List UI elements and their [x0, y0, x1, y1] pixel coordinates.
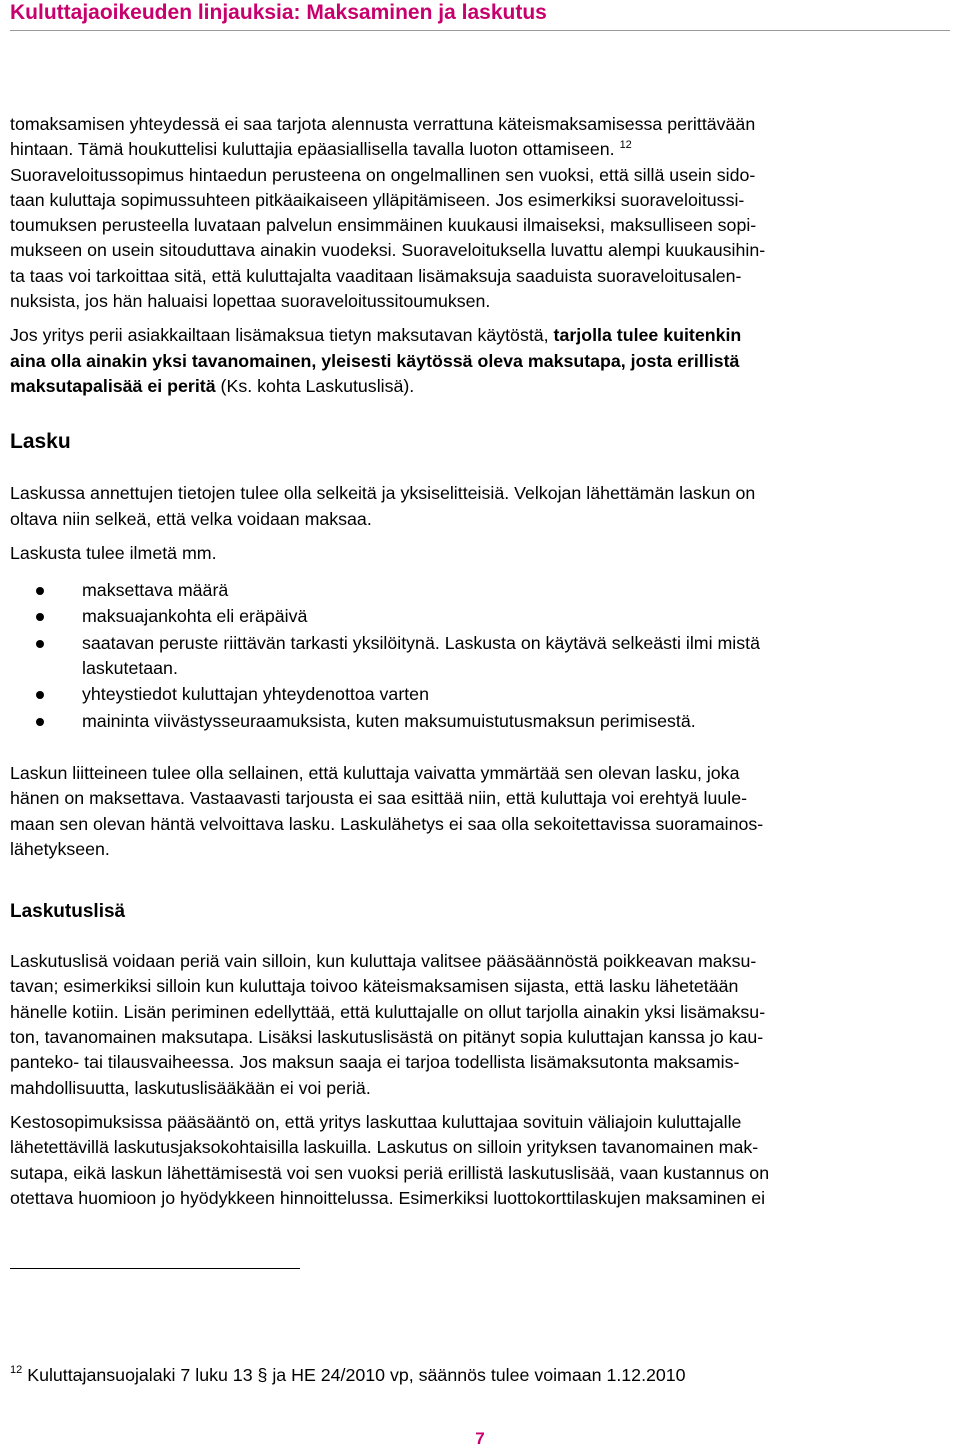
bullet-icon [36, 718, 44, 726]
footnote-separator [10, 1268, 300, 1269]
section-heading-laskutuslisa: Laskutuslisä [10, 901, 126, 923]
list-item: saatavan peruste riittävän tarkasti yksilöitynä. Laskusta on käytävä selkeästi ilmi mistä laskutetaan. [10, 631, 950, 682]
list-item: maininta viivästysseuraamuksista, kuten maksumuistutusmaksun perimisestä. [10, 709, 950, 734]
text-line: ton, tavanomainen maksutapa. Lisäksi laskutuslisästä on pitänyt sopia kuluttajan kanssa jo kau- [10, 1027, 764, 1048]
bullet-icon [36, 640, 44, 648]
text-line: mahdollisuutta, laskutuslisääkään ei voi periä. [10, 1077, 371, 1098]
bullet-icon [36, 587, 44, 595]
text-line: panteko- tai tilausvaiheessa. Jos maksun saaja ei tarjoa todellista lisämaksutonta maksamis- [10, 1052, 740, 1073]
text-line: nuksista, jos hän haluaisi lopettaa suoraveloitussitoumuksen. [10, 291, 491, 312]
list-item: yhteystiedot kuluttajan yhteydenottoa varten [10, 682, 950, 707]
text-line: Laskun liitteineen tulee olla sellainen, että kuluttaja vaivatta ymmärtää sen olevan lasku, joka [10, 762, 740, 783]
text-line: toumuksen perusteella luvataan palvelun ensimmäinen kuukausi ilmaiseksi, maksulliseen sopi- [10, 215, 757, 236]
bullet-icon [36, 691, 44, 699]
list-intro: Laskusta tulee ilmetä mm. [10, 542, 217, 563]
text-line: hänelle kotiin. Lisän periminen edellyttää, että kuluttajalle on ollut tarjolla ainakin yksi lisämaksu- [10, 1001, 766, 1022]
text-line: Laskutuslisä voidaan periä vain silloin, kun kuluttaja valitsee pääsäännöstä poikkeavan maksu- [10, 951, 757, 972]
footnote [10, 1363, 686, 1387]
text-line: Kestosopimuksissa pääsääntö on, että yritys laskuttaa kuluttajaa sovituin väliajoin kuluttajalle [10, 1111, 742, 1132]
text-line: tomaksamisen yhteydessä ei saa tarjota alennusta verrattuna käteismaksamisessa perittävään [10, 114, 756, 134]
text-normal: (Ks. kohta Laskutuslisä). [215, 375, 415, 396]
paragraph-invoice-recognizable [10, 761, 950, 862]
header-title: Kuluttajaoikeuden linjauksia: Maksaminen ja laskutus [10, 1, 547, 24]
document-body [10, 112, 950, 1211]
text-line: Suoraveloitussopimus hintaedun perusteena on ongelmallinen sen vuoksi, että sillä usein sido- [10, 164, 756, 185]
text-line: lähetykseen. [10, 838, 110, 859]
paragraph-card-payment [10, 112, 950, 314]
text-bold: maksutapalisää ei peritä [10, 375, 216, 396]
text-line: taan kuluttaja sopimussuhteen pitkäaikaiseen ylläpitämiseen. Jos esimerkiksi suoraveloitussi- [10, 189, 745, 210]
text-line: mukseen on usein sitouduttava ainakin vuodeksi. Suoraveloituksella luvattu alempi kuukausihin- [10, 240, 766, 261]
text-line: maan sen olevan häntä velvoittava lasku. Laskulähetys ei saa olla sekoitettavissa suoramainos- [10, 813, 764, 834]
paragraph-continuous-contracts [10, 1110, 950, 1211]
footnote-text: Kuluttajansuojalaki 7 luku 13 § ja HE 24/2010 vp, säännös tulee voimaan 1.12.2010 [27, 1365, 686, 1385]
text-normal: Jos yritys perii asiakkailtaan lisämaksua tietyn maksutavan käytöstä, [10, 325, 554, 346]
paragraph-invoice-clarity [10, 481, 950, 532]
invoice-requirements-list [10, 578, 950, 734]
text-line: Laskussa annettujen tietojen tulee olla selkeitä ja yksiselitteisiä. Velkojan lähettämän laskun on [10, 483, 756, 504]
page-number: 7 [475, 1429, 485, 1448]
footnote-number: 12 [10, 1364, 23, 1376]
bullet-icon [36, 613, 44, 621]
text-line: hintaan. Tämä houkuttelisi kuluttajia epäasiallisella tavalla luoton ottamiseen. [10, 139, 615, 160]
section-heading-lasku: Lasku [10, 430, 71, 454]
text-line: otettava huomioon jo hyödykkeen hinnoittelussa. Esimerkiksi luottokorttilaskujen maksaminen ei [10, 1187, 766, 1208]
footnote-ref: 12 [619, 139, 632, 152]
text-line: hänen on maksettava. Vastaavasti tarjousta ei saa esittää niin, että kuluttaja voi erehtyä luule- [10, 788, 748, 809]
text-line: lähetettävillä laskutusjaksokohtaisilla laskuilla. Laskutus on silloin yrityksen tavanomainen mak- [10, 1137, 759, 1158]
text-line: sutapa, eikä laskun lähettämisestä voi sen vuoksi periä erillistä laskutuslisää, vaan kustannus on [10, 1162, 770, 1183]
list-item: maksettava määrä [10, 578, 950, 603]
paragraph-invoice-fee [10, 949, 950, 1101]
text-bold: tarjolla tulee kuitenkin [553, 325, 742, 346]
page-header [10, 0, 950, 31]
text-bold: aina olla ainakin yksi tavanomainen, yleisesti käytössä oleva maksutapa, josta erillistä [10, 350, 740, 371]
text-line: tavan; esimerkiksi silloin kun kuluttaja toivoo käteismaksamisen sijasta, että lasku lähetetään [10, 976, 739, 997]
text-line: ta taas voi tarkoittaa sitä, että kuluttajalta vaaditaan lisämaksuja saaduista suoraveloitusalen- [10, 265, 742, 286]
text-line: oltava niin selkeä, että velka voidaan maksaa. [10, 508, 372, 529]
list-item: maksuajankohta eli eräpäivä [10, 604, 950, 629]
paragraph-payment-method [10, 323, 950, 399]
